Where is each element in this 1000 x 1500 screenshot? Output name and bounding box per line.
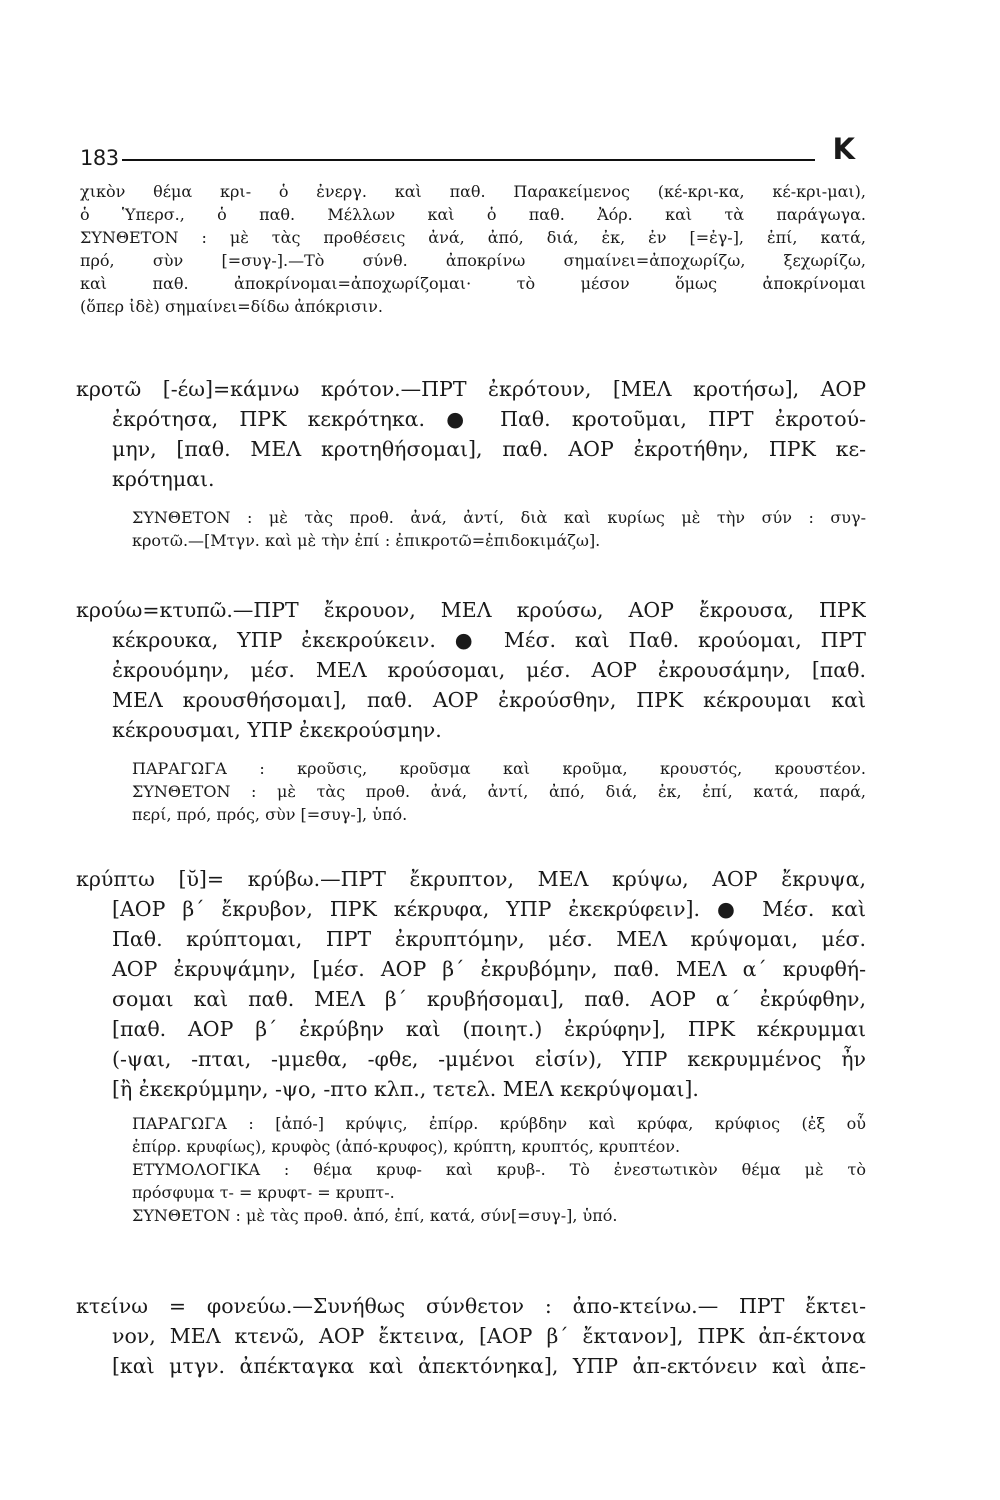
header-rule: [122, 159, 815, 161]
entry-note-line: ΣΥΝΘΕΤΟΝ : μὲ τὰς προθ. ἀνά, ἀντί, διὰ καὶ κυρίως μὲ τὴν σύν : συγ-: [132, 508, 866, 527]
entry-krotw: [76, 374, 866, 552]
entry-line: σομαι καὶ παθ. ΜΕΛ β΄ κρυβήσομαι], παθ. ΑΟΡ α΄ ἐκρύφθην,: [112, 987, 866, 1011]
entry-line: ἐκρουόμην, μέσ. ΜΕΛ κρούσομαι, μέσ. ΑΟΡ ἐκρουσάμην, [παθ.: [112, 658, 866, 682]
entry-note-line: περί, πρό, πρός, σὺν [=συγ-], ὑπό.: [132, 805, 408, 824]
entry-line: ἐκρότησα, ΠΡΚ κεκρότηκα. ● Παθ. κροτοῦμαι, ΠΡΤ ἐκροτού-: [112, 407, 866, 431]
entry-note-line: ΣΥΝΘΕΤΟΝ : μὲ τὰς προθ. ἀνά, ἀντί, ἀπό, διά, ἐκ, ἐπί, κατά, παρά,: [132, 782, 866, 801]
entry-kteinw: [76, 1291, 866, 1381]
entry-note-line: ΣΥΝΘΕΤΟΝ : μὲ τὰς προθ. ἀπό, ἐπί, κατά, σύν[=συγ-], ὑπό.: [132, 1206, 618, 1225]
entry-line: μην, [παθ. ΜΕΛ κροτηθήσομαι], παθ. ΑΟΡ ἐκροτήθην, ΠΡΚ κε-: [112, 437, 866, 461]
continuation-line: ΣΥΝΘΕΤΟΝ : μὲ τὰς προθέσεις ἀνά, ἀπό, διά, ἐκ, ἐν [=ἐγ-], ἐπί, κατά,: [80, 228, 866, 247]
entry-line: ΑΟΡ ἐκρυψάμην, [μέσ. ΑΟΡ β΄ ἐκρυβόμην, παθ. ΜΕΛ α΄ κρυφθή-: [112, 957, 866, 981]
entry-line: κρύπτω [ῠ]= κρύβω.—ΠΡΤ ἔκρυπτον, ΜΕΛ κρύψω, ΑΟΡ ἔκρυψα,: [76, 867, 866, 891]
entry-line: κροτῶ [-έω]=κάμνω κρότον.—ΠΡΤ ἐκρότουν, [ΜΕΛ κροτήσω], ΑΟΡ: [76, 377, 866, 401]
entry-note-line: ΠΑΡΑΓΩΓΑ : κροῦσις, κροῦσμα καὶ κροῦμα, κρουστός, κρουστέον.: [132, 759, 866, 778]
entry-line: [ΑΟΡ β΄ ἔκρυβον, ΠΡΚ κέκρυφα, ΥΠΡ ἐκεκρύφειν]. ● Μέσ. καὶ: [112, 897, 866, 921]
entry-line: κρούω=κτυπῶ.—ΠΡΤ ἔκρουον, ΜΕΛ κρούσω, ΑΟΡ ἔκρουσα, ΠΡΚ: [76, 598, 866, 622]
entry-line: (-ψαι, -πται, -μμεθα, -φθε, -μμένοι εἰσίν), ΥΠΡ κεκρυμμένος ἦν: [112, 1047, 866, 1071]
continuation-line: ὁ Ὑπερσ., ὁ παθ. Μέλλων καὶ ὁ παθ. Ἀόρ. καὶ τὰ παράγωγα.: [80, 205, 866, 224]
entry-note-line: κροτῶ.—[Μτγν. καὶ μὲ τὴν ἐπί : ἐπικροτῶ=ἐπιδοκιμάζω].: [132, 531, 601, 550]
entry-line: νον, ΜΕΛ κτενῶ, ΑΟΡ ἔκτεινα, [ΑΟΡ β΄ ἔκτανον], ΠΡΚ ἀπ-έκτονα: [112, 1324, 866, 1348]
entry-kryptw: [76, 864, 866, 1227]
entry-line: κρότημαι.: [112, 467, 215, 491]
entry-note-line: ΠΑΡΑΓΩΓΑ : [ἀπό-] κρύψις, ἐπίρρ. κρύβδην καὶ κρύφα, κρύφιος (ἐξ οὗ: [132, 1114, 866, 1133]
entry-line: Παθ. κρύπτομαι, ΠΡΤ ἐκρυπτόμην, μέσ. ΜΕΛ κρύψομαι, μέσ.: [112, 927, 866, 951]
continuation-line: καὶ παθ. ἀποκρίνομαι=ἀποχωρίζομαι· τὸ μέσον ὅμως ἀποκρίνομαι: [80, 274, 866, 293]
entry-line: κέκρουκα, ΥΠΡ ἐκεκρούκειν. ● Μέσ. καὶ Παθ. κρούομαι, ΠΡΤ: [112, 628, 866, 652]
page-header: [75, 132, 855, 172]
continuation-line: (ὅπερ ἰδὲ) σημαίνει=δίδω ἀπόκρισιν.: [80, 297, 383, 316]
entry-line: κέκρουσμαι, ΥΠΡ ἐκεκρούσμην.: [112, 718, 442, 742]
continuation-line: πρό, σὺν [=συγ-].—Τὸ σύνθ. ἀποκρίνω σημαίνει=ἀποχωρίζω, ξεχωρίζω,: [80, 251, 866, 270]
section-letter: Κ: [832, 132, 855, 166]
continuation-line: χικὸν θέμα κρι- ὁ ἐνεργ. καὶ παθ. Παρακείμενος (κέ-κρι-κα, κέ-κρι-μαι),: [80, 182, 866, 201]
entry-line: [παθ. ΑΟΡ β΄ ἐκρύβην καὶ (ποιητ.) ἐκρύφην], ΠΡΚ κέκρυμμαι: [112, 1017, 866, 1041]
page-number: 183: [80, 146, 119, 170]
entry-line: κτείνω = φονεύω.—Συνήθως σύνθετον : ἀπο-κτείνω.— ΠΡΤ ἔκτει-: [76, 1294, 866, 1318]
entry-line: [ἢ ἐκεκρύμμην, -ψο, -πτο κλπ., τετελ. ΜΕΛ κεκρύψομαι].: [112, 1077, 699, 1101]
entry-note-line: πρόσφυμα τ- = κρυφτ- = κρυπτ-.: [132, 1183, 395, 1202]
entry-line: ΜΕΛ κρουσθήσομαι], παθ. ΑΟΡ ἐκρούσθην, ΠΡΚ κέκρουμαι καὶ: [112, 688, 866, 712]
entry-note-line: ἐπίρρ. κρυφίως), κρυφὸς (ἀπό-κρυφος), κρύπτη, κρυπτός, κρυπτέον.: [132, 1137, 681, 1156]
entry-krouw: [76, 595, 866, 826]
continuation-block: [80, 180, 866, 318]
entry-note-line: ΕΤΥΜΟΛΟΓΙΚΑ : θέμα κρυφ- καὶ κρυβ-. Τὸ ἐνεστωτικὸν θέμα μὲ τὸ: [132, 1160, 866, 1179]
entry-line: [καὶ μτγν. ἀπέκταγκα καὶ ἀπεκτόνηκα], ΥΠΡ ἀπ-εκτόνειν καὶ ἀπε-: [112, 1354, 866, 1378]
